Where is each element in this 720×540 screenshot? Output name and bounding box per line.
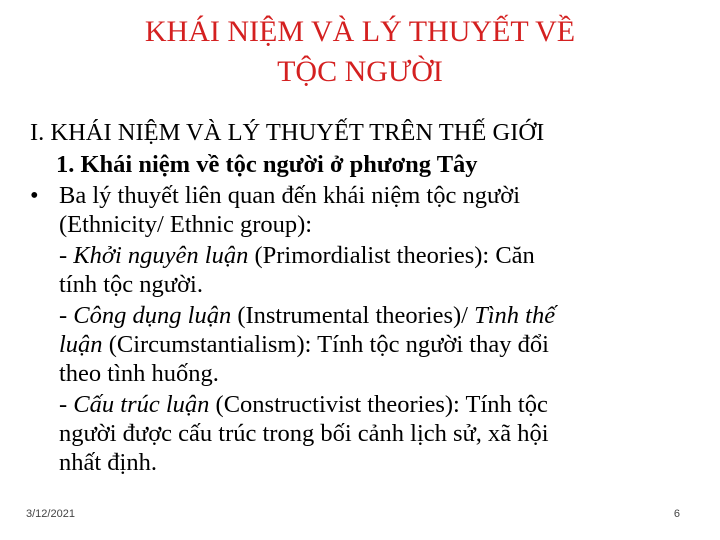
slide-title [60,12,660,92]
item-text: (Constructivist theories): Tính tộc [209,391,548,418]
bullet-item [30,181,700,239]
item-text-line-3: nhất định. [59,449,157,476]
section-heading: I. KHÁI NIỆM VÀ LÝ THUYẾT TRÊN THẾ GIỚI [30,119,545,146]
item-term-2: Tình thế [474,302,556,329]
bullet-text-line-2: (Ethnicity/ Ethnic group): [59,211,313,238]
slide-body [30,118,700,477]
item-text-line-2: người được cấu trúc trong bối cảnh lịch sử, xã hội [59,420,549,447]
item-term: Khởi nguyên luận [73,242,249,269]
page-number: 6 [673,508,680,520]
bullet-text-line-1: Ba lý thuyết liên quan đến khái niệm tộc người [59,182,521,209]
item-text-line-2: tính tộc người. [59,271,203,298]
item-text: (Primordialist theories): Căn [248,242,535,269]
bullet-icon: • [30,182,39,209]
item-text: (Instrumental theories)/ [231,302,475,329]
theory-item-primordialist [30,241,700,299]
title-line-1: KHÁI NIỆM VÀ LÝ THUYẾT VỀ [144,15,576,48]
item-dash: - [59,242,74,269]
item-term: Cấu trúc luận [73,391,210,418]
theory-item-instrumental [30,301,700,388]
item-term: Công dụng luận [73,302,232,329]
section-subheading: 1. Khái niệm về tộc người ở phương Tây [56,151,478,178]
footer-date: 3/12/2021 [26,508,75,520]
theory-item-constructivist [30,390,700,477]
item-dash: - [59,302,74,329]
title-line-2: TỘC NGƯỜI [277,55,443,88]
item-dash: - [59,391,74,418]
item-term-3: luận [59,331,103,358]
item-text-line-3: theo tình huống. [59,360,219,387]
item-text-2: (Circumstantialism): Tính tộc người thay đổi [102,331,549,358]
